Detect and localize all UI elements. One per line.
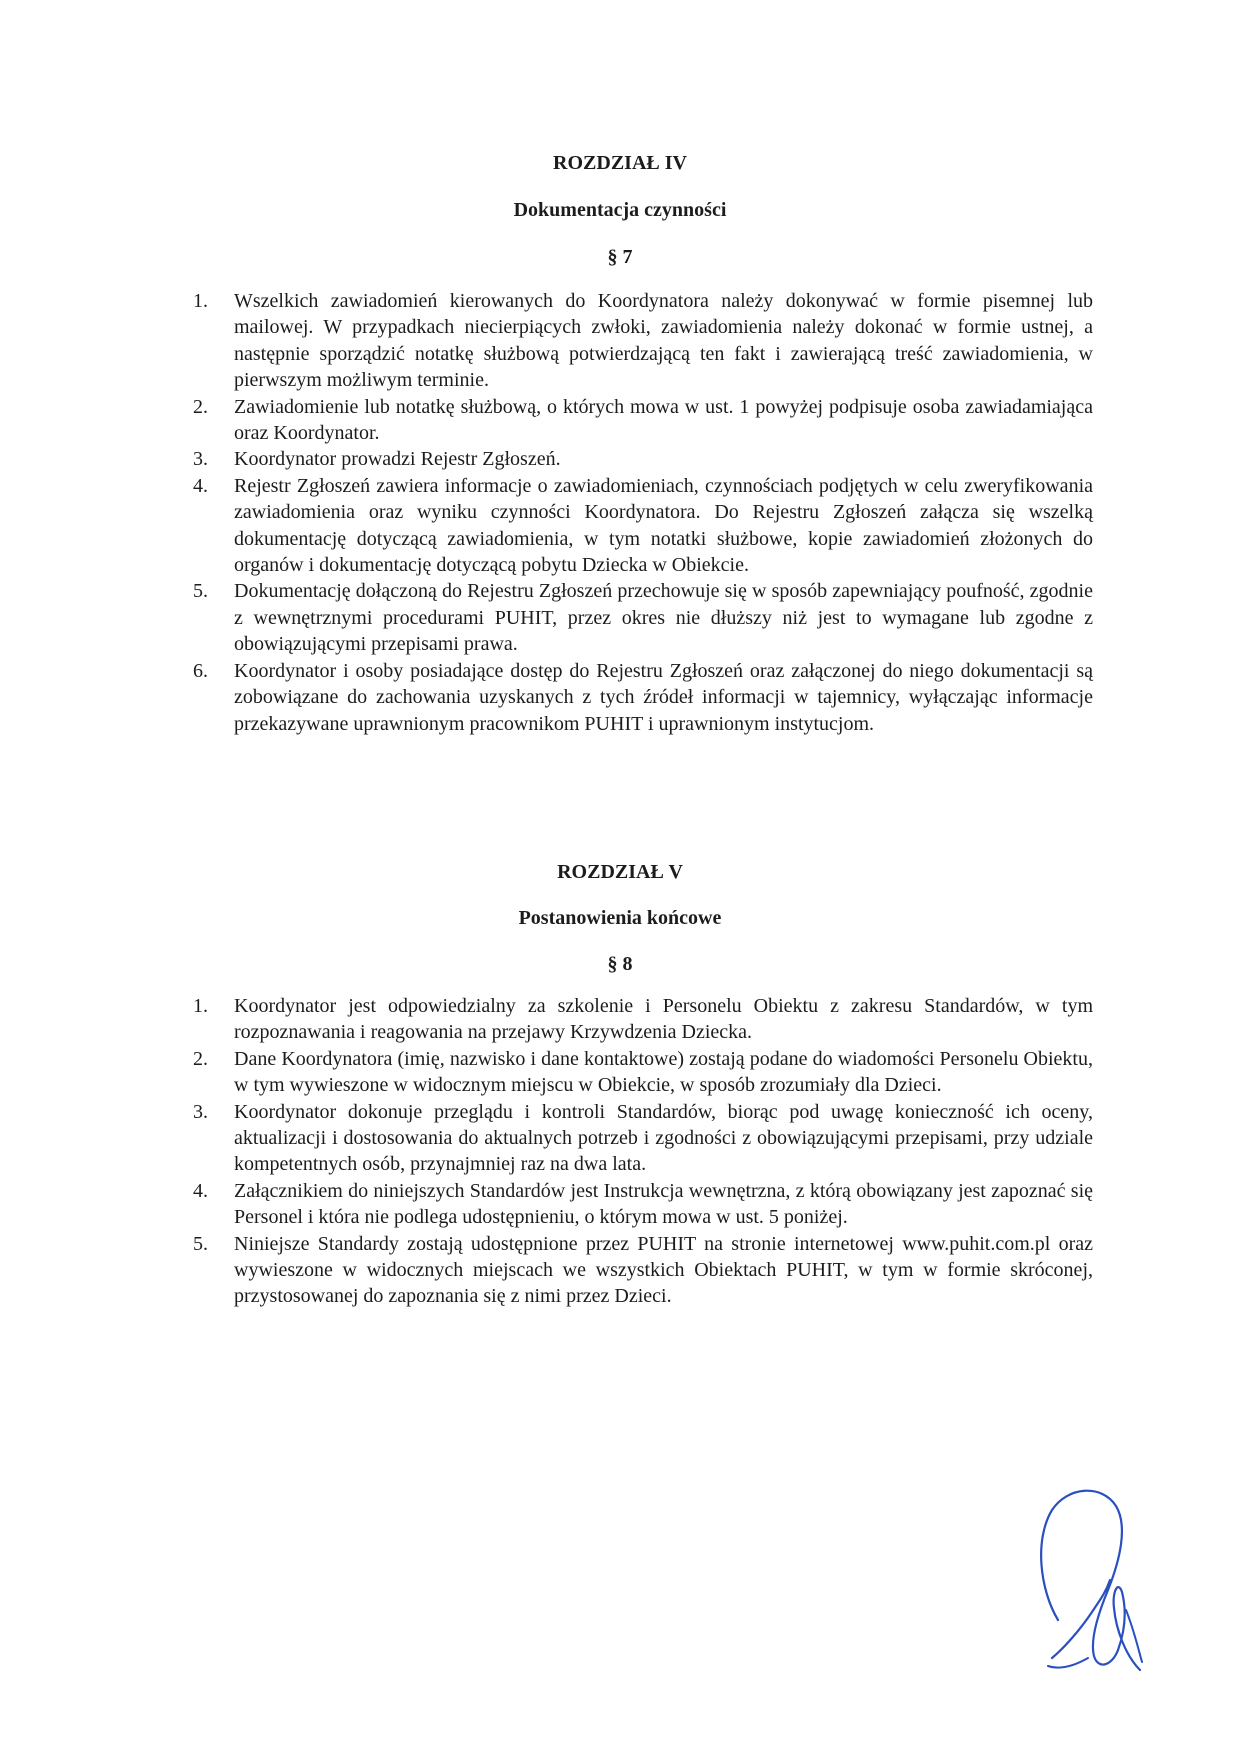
- list-item: [193, 1178, 1093, 1231]
- list-item-number: 1.: [193, 290, 208, 312]
- list-item: [193, 993, 1093, 1046]
- chapter-5-title: ROZDZIAŁ V: [557, 861, 683, 883]
- list-item-number: 2.: [193, 1047, 208, 1070]
- list-item-number: 1.: [193, 995, 208, 1017]
- list-item-number: 5.: [193, 580, 208, 603]
- list-item: [193, 658, 1093, 737]
- list-item-number: 4.: [193, 1179, 208, 1202]
- signature-stroke: [1041, 1491, 1140, 1670]
- list-item: [193, 1099, 1093, 1178]
- list-item-text: Zawiadomienie lub notatkę służbową, o których mowa w ust. 1 powyżej podpisuje osoba zawiadamiająca oraz Koordynator.: [234, 395, 1093, 445]
- chapter-4-list: [193, 288, 1093, 737]
- list-item-text: Koordynator prowadzi Rejestr Zgłoszeń.: [234, 448, 561, 471]
- list-item-text: Koordynator dokonuje przeglądu i kontroli Standardów, biorąc pod uwagę konieczność ich oceny, aktualizacji i dostosowania do aktualnych potrzeb i zgodności z obowiązującymi przepisami, przy udziale kompetentnych osób, przynajmniej raz na dwa lata.: [234, 1100, 1093, 1176]
- list-item: [193, 1231, 1093, 1310]
- list-item-text: Koordynator i osoby posiadające dostęp do Rejestru Zgłoszeń oraz załączonej do niego dokumentacji są zobowiązane do zachowania uzyskanych z tych źródeł informacji w tajemnicy, wyłączając informacje przekazywane uprawnionym pracownikom PUHIT i uprawnionym instytucjom.: [234, 659, 1093, 735]
- list-item: [193, 473, 1093, 579]
- list-item-number: 2.: [193, 395, 208, 418]
- chapter-4-title: ROZDZIAŁ IV: [553, 152, 687, 174]
- paragraph-7-mark: § 7: [607, 246, 633, 268]
- list-item-text: Załącznikiem do niniejszych Standardów jest Instrukcja wewnętrzna, z którą obowiązany jest zapoznać się Personel i która nie podlega udostępnieniu, o którym mowa w ust. 5 poniżej.: [234, 1179, 1093, 1229]
- chapter-4-subtitle: Dokumentacja czynności: [513, 199, 727, 221]
- list-item-text: Rejestr Zgłoszeń zawiera informacje o zawiadomieniach, czynnościach podjętych w celu zweryfikowania zawiadomienia oraz wyniku czynności Koordynatora. Do Rejestru Zgłoszeń załącza się wszelką dokumentację dotyczącą zawiadomienia, w tym notatki służbowe, kopie zawiadomień złożonych do organów i dokumentację dotyczącą pobytu Dziecka w Obiekcie.: [234, 474, 1093, 577]
- list-item-number: 3.: [193, 448, 208, 471]
- list-item: [193, 446, 1093, 472]
- list-item: [193, 288, 1093, 394]
- handwritten-signature: [1030, 1480, 1150, 1680]
- list-item: [193, 1046, 1093, 1099]
- list-item-number: 5.: [193, 1232, 208, 1255]
- list-item-text: Wszelkich zawiadomień kierowanych do Koordynatora należy dokonywać w formie pisemnej lub mailowej. W przypadkach niecierpiących zwłoki, zawiadomienia należy dokonać w formie ustnej, a następnie sporządzić notatkę służbową potwierdzającą ten fakt i zawierającą treść zawiadomienia, w pierwszym możliwym terminie.: [234, 290, 1093, 392]
- list-item-text: Dane Koordynatora (imię, nazwisko i dane kontaktowe) zostają podane do wiadomości Personelu Obiektu, w tym wywieszone w widocznym miejscu w Obiekcie, w sposób zrozumiały dla Dzieci.: [234, 1047, 1093, 1097]
- chapter-5-subtitle: Postanowienia końcowe: [518, 907, 722, 929]
- list-item-text: Koordynator jest odpowiedzialny za szkolenie i Personelu Obiektu z zakresu Standardów, w tym rozpoznawania i reagowania na przejawy Krzywdzenia Dziecka.: [234, 995, 1093, 1044]
- paragraph-8-mark: § 8: [607, 953, 633, 975]
- chapter-5-list: [193, 993, 1093, 1310]
- list-item-number: 6.: [193, 659, 208, 682]
- list-item: [193, 394, 1093, 447]
- list-item: [193, 578, 1093, 657]
- list-item-number: 4.: [193, 474, 208, 497]
- list-item-text: Niniejsze Standardy zostają udostępnione przez PUHIT na stronie internetowej www.puhit.com.pl oraz wywieszone w widocznych miejscach we wszystkich Obiektach PUHIT, w tym w formie skróconej, przystosowanej do zapoznania się z nimi przez Dzieci.: [234, 1232, 1093, 1308]
- list-item-text: Dokumentację dołączoną do Rejestru Zgłoszeń przechowuje się w sposób zapewniający poufność, zgodnie z wewnętrznymi procedurami PUHIT, przez okres nie dłuższy niż jest to wymagane lub zgodne z obowiązującymi przepisami prawa.: [234, 580, 1093, 656]
- list-item-number: 3.: [193, 1100, 208, 1123]
